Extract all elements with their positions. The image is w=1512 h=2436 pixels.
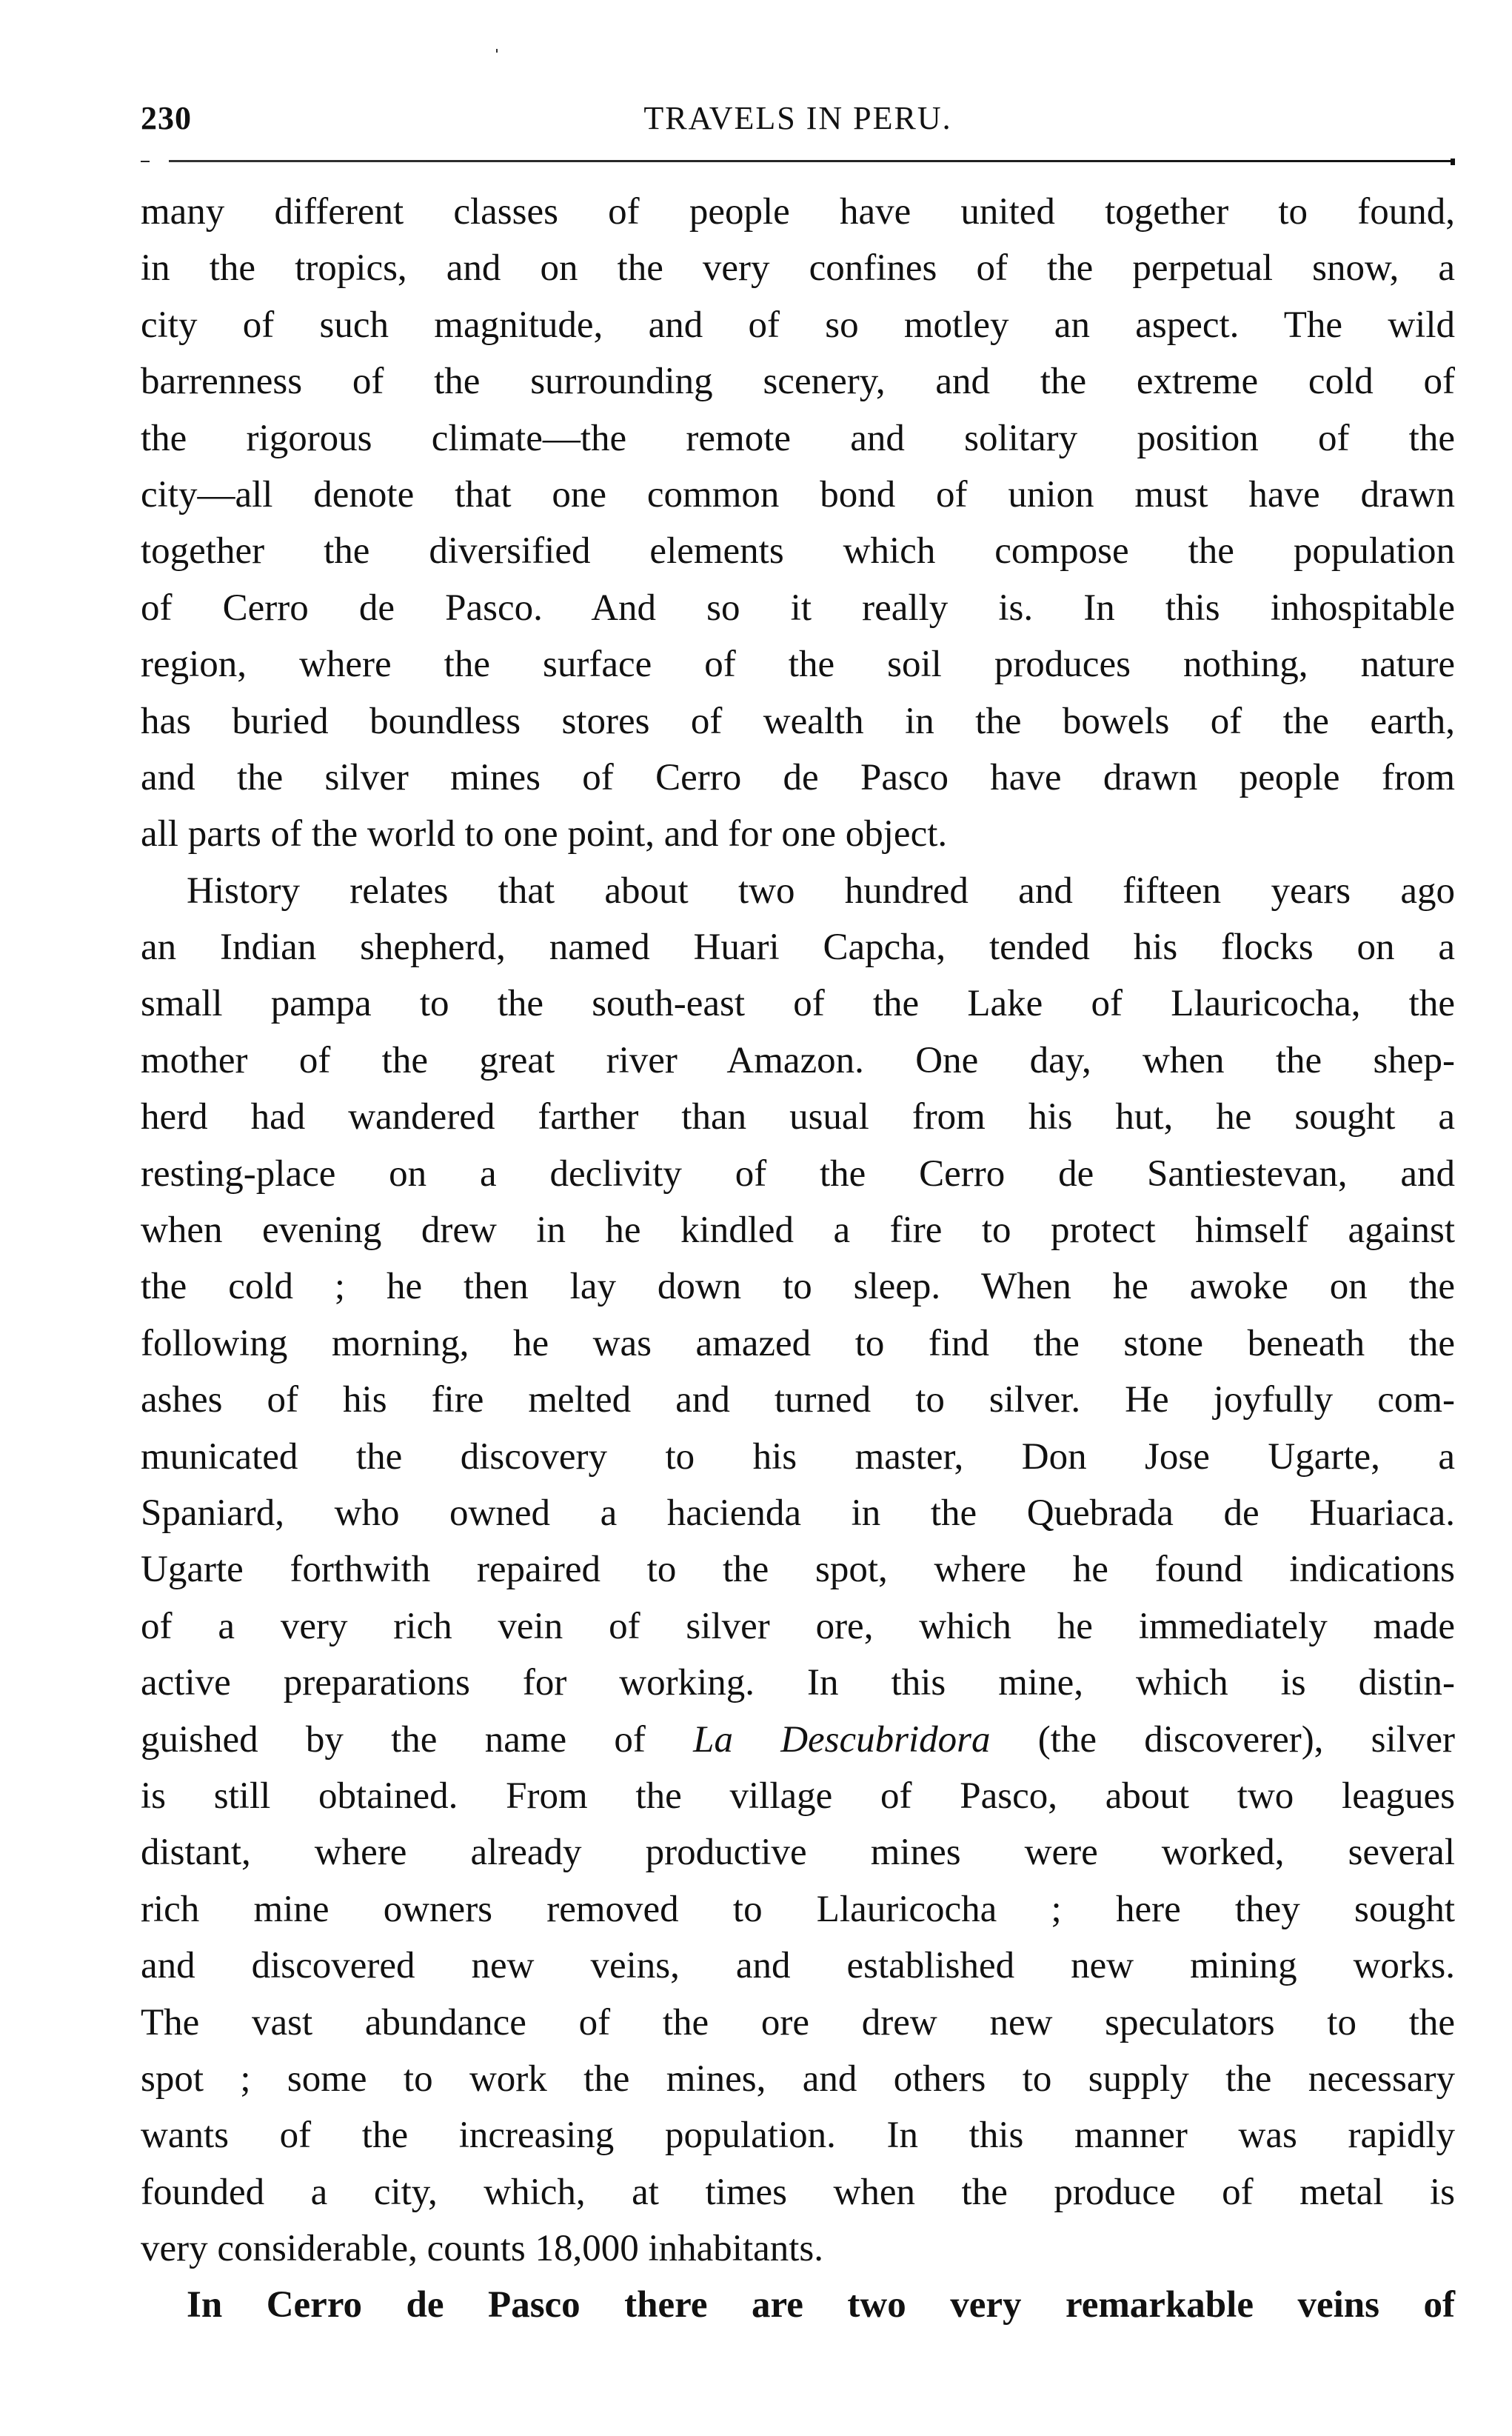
text-line: together the diversified elements which compose the population — [141, 530, 1455, 573]
text-line: city—all denote that one common bond of union must have drawn — [141, 473, 1455, 515]
text-line: wants of the increasing population. In this manner was rapidly — [141, 2115, 1455, 2157]
page-number: 230 — [141, 100, 192, 136]
paragraph-1 — [141, 184, 1455, 863]
text-line: very considerable, counts 18,000 inhabitants. — [141, 2228, 824, 2270]
rule-dash — [141, 161, 150, 162]
scan-speck — [496, 49, 498, 53]
rule-line — [169, 160, 1455, 162]
text-line: an Indian shepherd, named Huari Capcha, tended his flocks on a — [141, 927, 1455, 969]
text-line: is still obtained. From the village of Pasco, about two leagues — [141, 1775, 1455, 1817]
text-line: active preparations for working. In this mine, which is distin- — [141, 1662, 1455, 1704]
text-line: History relates that about two hundred and fifteen years ago — [187, 870, 1455, 912]
text-line: all parts of the world to one point, and for one object. — [141, 813, 948, 855]
text-line: mother of the great river Amazon. One day, when the shep- — [141, 1039, 1455, 1081]
text-line: many different classes of people have united together to found, — [141, 191, 1455, 233]
text-line: and discovered new veins, and established new mining works. — [141, 1945, 1455, 1987]
paragraph-3 — [141, 2277, 1455, 2333]
text-line: rich mine owners removed to Llauricocha ; here they sought — [141, 1888, 1455, 1930]
text-line: has buried boundless stores of wealth in the bowels of the earth, — [141, 700, 1455, 742]
running-head — [141, 96, 1455, 141]
text-line: region, where the surface of the soil produces nothing, nature — [141, 644, 1455, 686]
text-line: of a very rich vein of silver ore, which he immediately made — [141, 1605, 1455, 1647]
text-line: The vast abundance of the ore drew new speculators to the — [141, 2001, 1455, 2043]
text-segment: (the discoverer), silver — [990, 1718, 1455, 1761]
text-line: In Cerro de Pasco there are two very remarkable veins of — [187, 2284, 1455, 2326]
text-line: resting-place on a declivity of the Cerro de Santiestevan, and — [141, 1152, 1455, 1195]
text-line: Spaniard, who owned a hacienda in the Quebrada de Huariaca. — [141, 1492, 1455, 1534]
text-line: distant, where already productive mines were worked, several — [141, 1832, 1455, 1874]
paragraph-2 — [141, 863, 1455, 2278]
text-line: ashes of his fire melted and turned to silver. He joyfully com- — [141, 1379, 1455, 1421]
text-line: barrenness of the surrounding scenery, and the extreme cold of — [141, 361, 1455, 403]
text-line: municated the discovery to his master, Don Jose Ugarte, a — [141, 1435, 1455, 1478]
body-text — [141, 184, 1455, 2334]
text-line: the rigorous climate—the remote and solitary position of the — [141, 417, 1455, 459]
text-line: small pampa to the south-east of the Lake of Llauricocha, the — [141, 983, 1455, 1025]
text-line-with-italic — [141, 1712, 1455, 1768]
text-line: Ugarte forthwith repaired to the spot, where he found indications — [141, 1549, 1455, 1591]
text-line: when evening drew in he kindled a fire to protect himself against — [141, 1209, 1455, 1252]
text-line: of Cerro de Pasco. And so it really is. In this inhospitable — [141, 587, 1455, 629]
text-line: founded a city, which, at times when the produce of metal is — [141, 2171, 1455, 2213]
header-rule — [141, 158, 1455, 164]
text-line: herd had wandered farther than usual from his hut, he sought a — [141, 1096, 1455, 1138]
running-title: TRAVELS IN PERU. — [643, 100, 952, 136]
text-line: and the silver mines of Cerro de Pasco have drawn people from — [141, 756, 1455, 798]
book-page — [141, 0, 1455, 2436]
text-line: in the tropics, and on the very confines of the perpetual snow, a — [141, 247, 1455, 290]
text-line: following morning, he was amazed to find the stone beneath the — [141, 1322, 1455, 1364]
text-line: city of such magnitude, and of so motley an aspect. The wild — [141, 304, 1455, 346]
text-line: spot ; some to work the mines, and others to supply the necessary — [141, 2058, 1455, 2100]
mine-name-italic: La Descubridora — [693, 1718, 991, 1761]
text-segment: guished by the name of — [141, 1718, 694, 1761]
text-line: the cold ; he then lay down to sleep. When he awoke on the — [141, 1266, 1455, 1308]
rule-end-cap — [1451, 158, 1455, 165]
